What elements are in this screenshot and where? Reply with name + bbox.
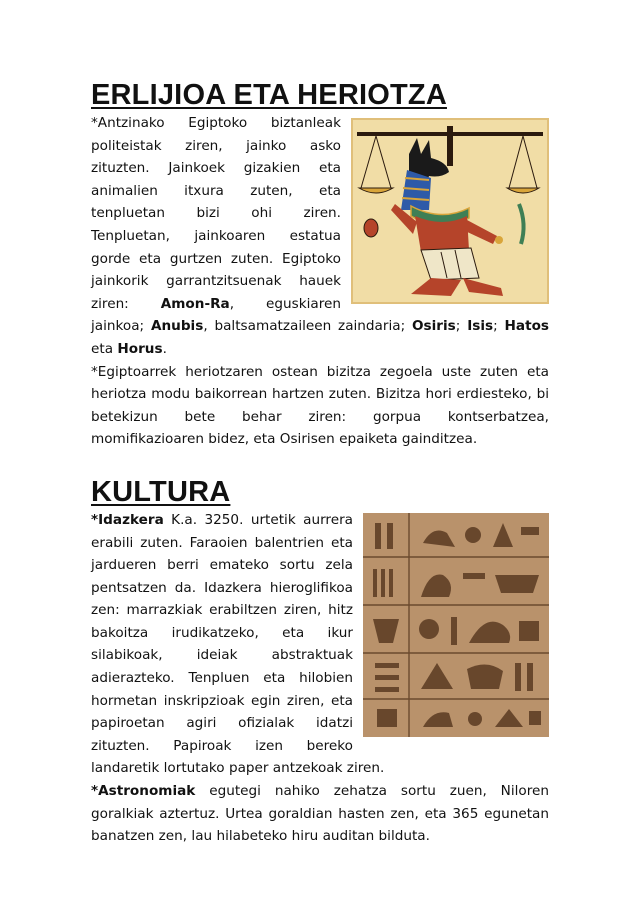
astronomy-text: egutegi nahiko zehatza sortu zuen, Niloren goralkiak aztertuz. Urtea goraldian hasten zen, eta 365 egunetan banatzen zen, lau hilabeteko hiru auditan bilduta. <box>91 783 549 845</box>
god-horus: Horus <box>117 340 163 357</box>
afterlife-paragraph: *Egiptoarrek heriotzaren ostean bizitza zegoela uste zuten eta heriotza modu baikorrean hartzen zuten. Bizitza hori erdiesteko, bi betekizun bete behar ziren: gorpua kontserbatzea, momifikazioaren bidez, eta Osirisen epaiketa gainditzea. <box>91 363 549 448</box>
religion-text-a: *Antzinako Egiptoko biztanleak politeistak ziren, jainko asko zituzten. Jainkoek gizakien eta animalien itxura zuten, eta tenpluetan bizi ohi ziren. Tenpluetan, jainkoaren estatua gorde eta gurtzen zuten. Egiptoko jainkorik garrantzitsuenak hauek ziren: <box>91 115 341 312</box>
document-page <box>91 78 549 848</box>
hieroglyph-image <box>363 513 549 737</box>
god-isis: Isis <box>467 318 494 335</box>
separator: ; <box>455 318 468 335</box>
religion-text-c: , baltsamatzaileen zaindaria; <box>203 318 412 335</box>
god-amon-ra: Amon-Ra <box>160 295 230 312</box>
writing-text: K.a. 3250. urtetik aurrera erabili zuten. Faraoien balentrien eta jardueren berri emateko sortu zela pentsatzen da. Idazkera hieroglifikoa zen: marrazkiak erabiltzen ziren, hitz bakoitza irudikatzeko, eta ikur silabikoak, ideiak abstraktuak adierazteko. Tenpluen eta hilobien hormetan inskripzioak egin ziren, eta papiroetan agiri ofizialak idatzi zituzten. Papiroak izen bereko landaretik lortutako paper antzekoak ziren. <box>91 511 385 777</box>
section-title-religion: ERLIJIOA ETA HERIOTZA <box>91 79 447 111</box>
writing-label: *Idazkera <box>91 511 164 528</box>
separator: ; <box>493 318 505 335</box>
anubis-scale-image <box>351 118 549 304</box>
conjunction: eta <box>91 340 118 357</box>
section-spacer <box>91 451 549 475</box>
god-anubis: Anubis <box>150 318 204 335</box>
god-hatos: Hatos <box>504 318 549 335</box>
religion-text-b: , eguskiaren jainkoa; <box>91 295 341 335</box>
section-title-culture: KULTURA <box>91 475 231 508</box>
astronomy-label: *Astronomiak <box>91 783 196 800</box>
astronomy-paragraph <box>91 780 549 848</box>
sentence-end: . <box>162 340 167 357</box>
god-osiris: Osiris <box>412 318 456 335</box>
